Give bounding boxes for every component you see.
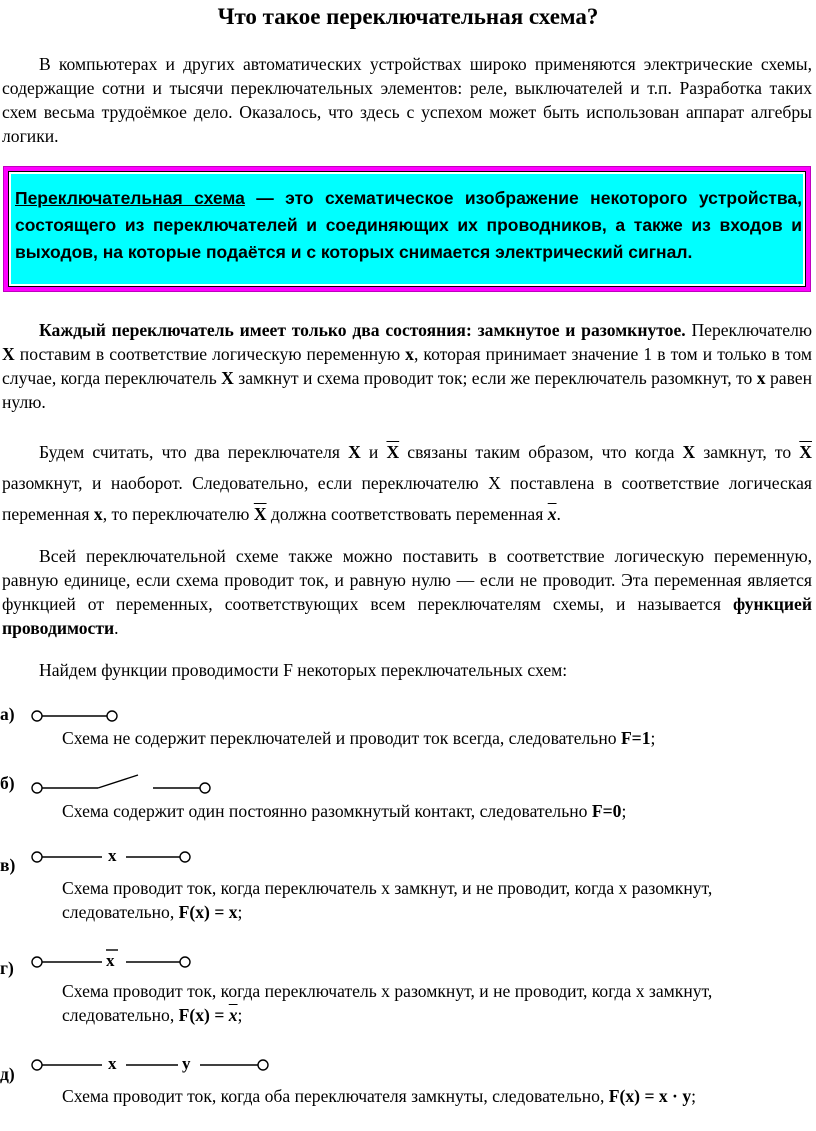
example-c-formula: F(x) = x — [178, 902, 238, 922]
example-c-end: ; — [237, 902, 243, 922]
switch-not-x-label: x — [106, 951, 115, 970]
p4-text: Всей переключательной схеме также можно поставить в соответствие логическую переменную, равную единице, если схема проводит ток, и равную нулю — если не проводит. Эта переменная является функцией от переменных, соответствующих всем переключателям схемы, и называется — [2, 546, 812, 614]
var-x: x — [405, 344, 414, 364]
p3-text-4: замкнут, то — [695, 442, 800, 462]
example-a-label: а) — [0, 704, 15, 724]
var-X: X — [221, 368, 234, 388]
example-d-label: г) — [0, 958, 14, 978]
scheme-d-diagram — [30, 944, 195, 972]
p2-text-2: поставим в соответствие логическую переменную — [14, 344, 406, 364]
definition-box — [3, 166, 811, 292]
scheme-e-diagram — [30, 1051, 275, 1076]
example-e-desc: Схема проводит ток, когда оба переключателя замкнуты, следовательно, — [62, 1086, 609, 1106]
var-X: X — [348, 442, 361, 462]
definition-term: Переключательная схема — [15, 188, 245, 208]
conductivity-paragraph — [2, 544, 812, 640]
scheme-c-diagram — [30, 843, 195, 868]
scheme-a-diagram — [30, 706, 120, 726]
example-e-end: ; — [691, 1086, 697, 1106]
example-c-label: в) — [0, 855, 16, 875]
example-c-desc: Схема проводит ток, когда переключатель x замкнут, и не проводит, когда x разомкнут, следовательно, — [62, 878, 713, 922]
page-title: Что такое переключательная схема? — [217, 4, 599, 29]
var-x: x — [93, 504, 103, 524]
var-x: x — [756, 368, 766, 388]
example-d-end: ; — [237, 1005, 243, 1025]
example-e-formula: F(x) = x · y — [608, 1086, 692, 1106]
definition-box-inner — [9, 172, 805, 286]
p3-text-6: , то переключателю — [102, 504, 254, 524]
conductivity-term: функцией проводимости — [2, 594, 812, 638]
example-b-desc: Схема содержит один постоянно разомкнутый контакт, следовательно — [62, 801, 592, 821]
var-not-X: $\overline{X}$ — [799, 442, 812, 462]
example-e-text — [62, 1084, 696, 1108]
examples-intro: Найдем функции проводимости F некоторых переключательных схем: — [39, 660, 568, 680]
example-c-text — [62, 876, 816, 924]
p2-text-4: замкнут и схема проводит ток; если же переключатель разомкнут, то — [233, 368, 757, 388]
example-d-var-not-x: $\overline{x}$ — [228, 1005, 238, 1025]
var-X: X — [682, 442, 696, 462]
intro-paragraph: В компьютерах и других автоматических устройствах широко применяются электрические схемы, содержащие сотни и тысячи переключательных элементов: реле, выключателей и т.п. Разработка таких схем весьма трудоёмкое дело. Оказалось, что здесь с успехом может быть использован аппарат алгебры логики. — [2, 54, 812, 146]
var-not-X: $\overline{X}$ — [253, 504, 267, 524]
paired-switches-paragraph — [2, 437, 812, 530]
example-a-text — [62, 726, 655, 750]
p3-text-2: и — [360, 442, 387, 462]
example-a-desc: Схема не содержит переключателей и проводит ток всегда, следовательно — [62, 728, 621, 748]
example-b-formula: F=0 — [591, 801, 622, 821]
example-d-formula: F(x) = — [178, 1005, 229, 1025]
example-b-label: б) — [0, 773, 15, 793]
p3-text-5: разомкнут, и наоборот. Следовательно, если переключателю X поставлена в соответствие логическая переменная — [2, 473, 812, 524]
example-b-text — [62, 799, 626, 823]
example-d-text — [62, 979, 816, 1027]
switch-y-label: y — [182, 1054, 191, 1073]
p3-text-8: . — [556, 504, 561, 524]
var-not-x: $\overline{x}$ — [547, 504, 557, 524]
example-e-label: д) — [0, 1064, 15, 1084]
states-paragraph — [2, 318, 812, 414]
scheme-b-diagram — [30, 770, 215, 800]
p3-text-7: должна соответствовать переменная — [266, 504, 548, 524]
p2-text-5: равен нулю. — [2, 368, 812, 412]
example-d-desc: Схема проводит ток, когда переключатель x разомкнут, и не проводит, когда x замкнут, следовательно, — [62, 981, 713, 1025]
states-lead: Каждый переключатель имеет только два состояния: замкнутое и разомкнутое. — [39, 320, 686, 340]
p3-text-3: связаны таким образом, что когда — [399, 442, 683, 462]
p4-end: . — [114, 618, 119, 638]
var-X: X — [2, 344, 15, 364]
var-not-X: $\overline{X}$ — [386, 442, 400, 462]
definition-body: — это схематическое изображение некоторого устройства, состоящего из переключателей и соединяющих их проводников, а также из входов и выходов, на которые подаётся и с которых снимается электрический сигнал. — [15, 188, 802, 262]
example-b-end: ; — [621, 801, 627, 821]
example-a-formula: F=1 — [620, 728, 651, 748]
p3-text-1: Будем считать, что два переключателя — [39, 442, 349, 462]
switch-x-label: x — [108, 1054, 117, 1073]
switch-x-label: x — [108, 846, 117, 865]
definition-text — [15, 185, 802, 266]
p2-text-1: Переключателю — [685, 320, 812, 340]
p2-text-3: , которая принимает значение 1 в том и только в том случае, когда переключатель — [2, 344, 812, 388]
example-a-end: ; — [650, 728, 656, 748]
